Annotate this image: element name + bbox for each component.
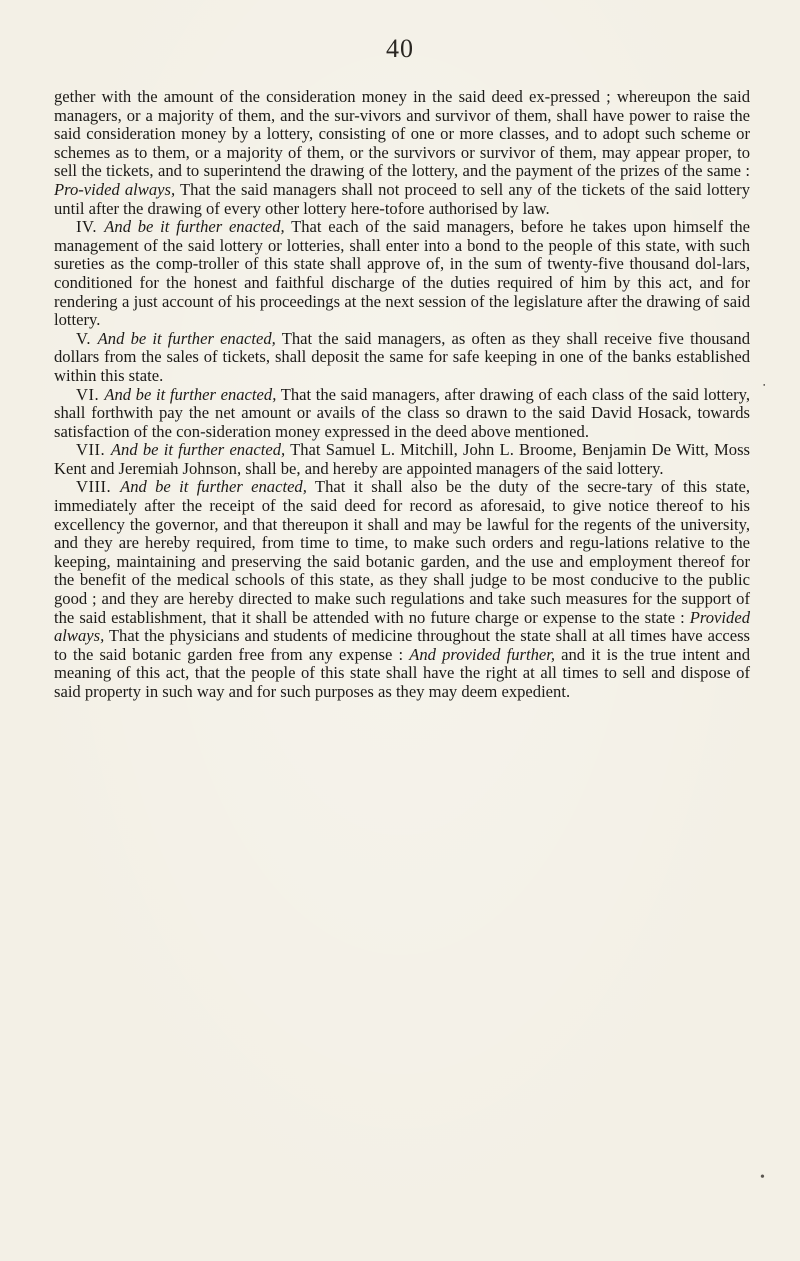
section-number: VIII. <box>76 477 121 497</box>
enacting-clause: And be it further enacted, <box>97 328 276 348</box>
text-run: That each of the said managers, before he takes upon himself the management of the said lottery or lotteries, shall enter into a bond to the people of this state, with such sureties as the comp-troller of this state shall approve of, in the sum of twenty-five thousand dol-lars, conditioned for the honest and faithful discharge of the duties required of him by this act, and for rendering a just account of his proceedings at the next session of the legislature after the drawing of said lottery. <box>54 217 751 330</box>
section-iv <box>54 218 750 330</box>
section-vii <box>54 441 750 478</box>
section-number: IV. <box>76 217 105 237</box>
text-run: That Samuel L. Mitchill, John L. Broome, Benjamin De Witt, Moss Kent and Jeremiah Johnson, shall be, and hereby are appointed managers of the said lottery. <box>54 440 750 478</box>
enacting-clause: And be it further enacted, <box>110 440 286 460</box>
enacting-clause: And be it further enacted, <box>104 384 277 404</box>
section-number: V. <box>76 328 98 348</box>
text-run: That the physicians and students of medicine throughout the state shall at all times have access to the said botanic garden free from any expense : <box>54 626 750 664</box>
text-run: That it shall also be the duty of the secre-tary of this state, immediately after the receipt of the said deed for record as aforesaid, to give notice thereof to his excellency the governor, and that thereupon it shall and may be lawful for the regents of the university, and they are hereby required, from time to time, to make such orders and regu-lations relative to the keeping, maintaining and preserving the said botanic garden, and the use and employment thereof for the benefit of the medical schools of this state, as they shall judge to be most conducive to the public good ; and they are hereby directed to make such regulations and take such measures for the support of the said establishment, that it shall be attended with no future charge or expense to the state : <box>54 477 751 627</box>
proviso-phrase: Pro-vided always, <box>54 179 176 199</box>
margin-mark: • <box>760 1170 765 1185</box>
text-run: and it is the true intent and meaning of this act, that the people of this state shall have the right at all times to sell and dispose of said property in such way and for such purposes as they may deem expedient. <box>54 644 750 701</box>
enacting-clause: And be it further enacted, <box>104 217 285 237</box>
section-number: VI. <box>76 384 105 404</box>
page-number: 40 <box>386 34 414 63</box>
text-run: That the said managers, as often as they shall receive five thousand dollars from the sales of tickets, shall deposit the same for safe keeping in one of the banks established within this state. <box>54 328 751 385</box>
text-run: That the said managers, after drawing of each class of the said lottery, shall forthwith pay the net amount or avails of the class so drawn to the said David Hosack, towards satisfaction of the con-sideration money expressed in the deed above mentioned. <box>54 384 751 441</box>
text-run: That the said managers shall not proceed to sell any of the tickets of the said lottery until after the drawing of every other lottery here-tofore authorised by law. <box>54 179 750 218</box>
section-v <box>54 330 750 386</box>
proviso-phrase: Provided always, <box>54 607 750 646</box>
section-number: VII. <box>76 440 111 460</box>
text-run: gether with the amount of the consideration money in the said deed ex-pressed ; whereupon the said managers, or a majority of them, and the sur-vivors and survivor of them, shall have power to raise the said consideration money by a lottery, consisting of one or more classes, and to adopt such scheme or schemes as to them, or a majority of them, or the survivors or survivor of them, may appear proper, to sell the tickets, and to superintend the drawing of the lottery, and the payment of the prizes of the same : <box>54 87 750 181</box>
proviso-phrase: And provided further, <box>409 644 556 664</box>
section-viii <box>54 478 750 701</box>
enacting-clause: And be it further enacted, <box>120 477 307 497</box>
margin-mark: ‧ <box>762 379 767 394</box>
paragraph-continuation <box>54 88 750 218</box>
statute-text <box>54 88 750 702</box>
section-vi <box>54 386 750 442</box>
